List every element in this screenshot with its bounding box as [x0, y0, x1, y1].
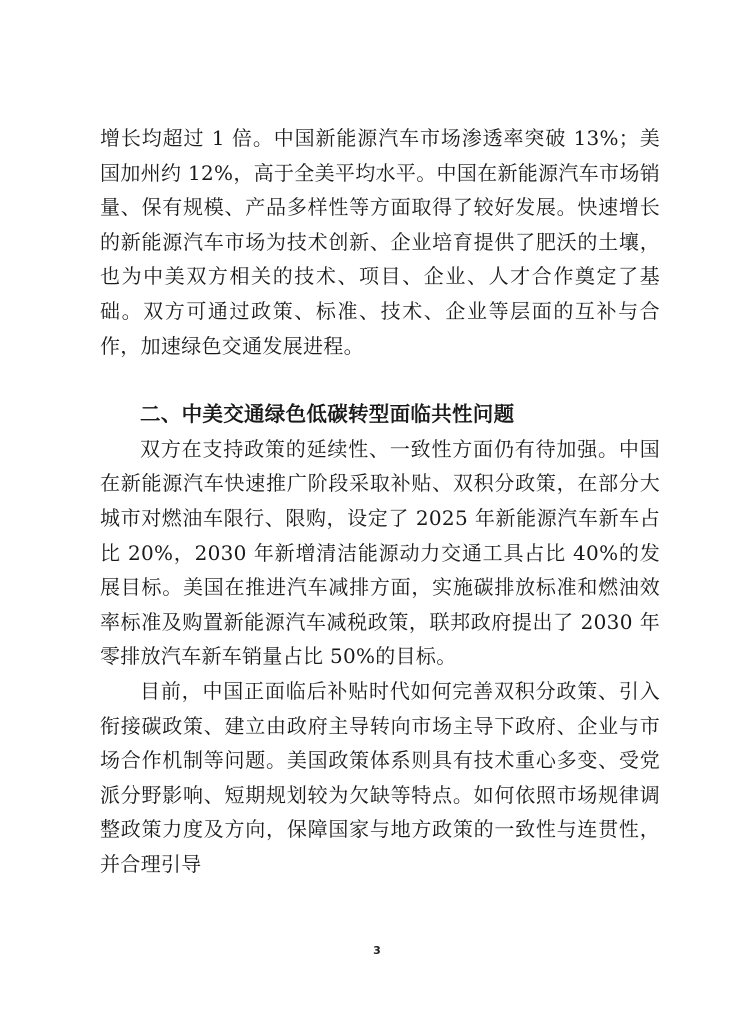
- body-paragraph-3: 目前，中国正面临后补贴时代如何完善双积分政策、引入衔接碳政策、建立由政府主导转向市场主导下政府、企业与市场合作机制等问题。美国政策体系则具有技术重心多变、受党派分野影响、短期规划较为欠缺等特点。如何依照市场规律调整政策力度及方向，保障国家与地方政策的一致性与连贯性，并合理引导: [100, 678, 660, 876]
- page-body: [100, 121, 660, 881]
- body-paragraph-2: 双方在支持政策的延续性、一致性方面仍有待加强。中国在新能源汽车快速推广阶段采取补贴、双积分政策，在部分大城市对燃油车限行、限购，设定了 2025 年新能源汽车新车占比 20%，2030 年新增清洁能源动力交通工具占比 40%的发展目标。美国在推进汽车减排方面，实施碳排放标准和燃油效率标准及购置新能源汽车减税政策，联邦政府提出了 2030 年零排放汽车新车销量占比 50%的目标。: [100, 436, 660, 669]
- section-heading: 二、中美交通绿色低碳转型面临共性问题: [140, 402, 515, 427]
- page-number: 3: [373, 944, 381, 957]
- body-paragraph-1: 增长均超过 1 倍。中国新能源汽车市场渗透率突破 13%；美国加州约 12%，高于全美平均水平。中国在新能源汽车市场销量、保有规模、产品多样性等方面取得了较好发展。快速增长的新能源汽车市场为技术创新、企业培育提供了肥沃的土壤，也为中美双方相关的技术、项目、企业、人才合作奠定了基础。双方可通过政策、标准、技术、企业等层面的互补与合作，加速绿色交通发展进程。: [100, 126, 660, 358]
